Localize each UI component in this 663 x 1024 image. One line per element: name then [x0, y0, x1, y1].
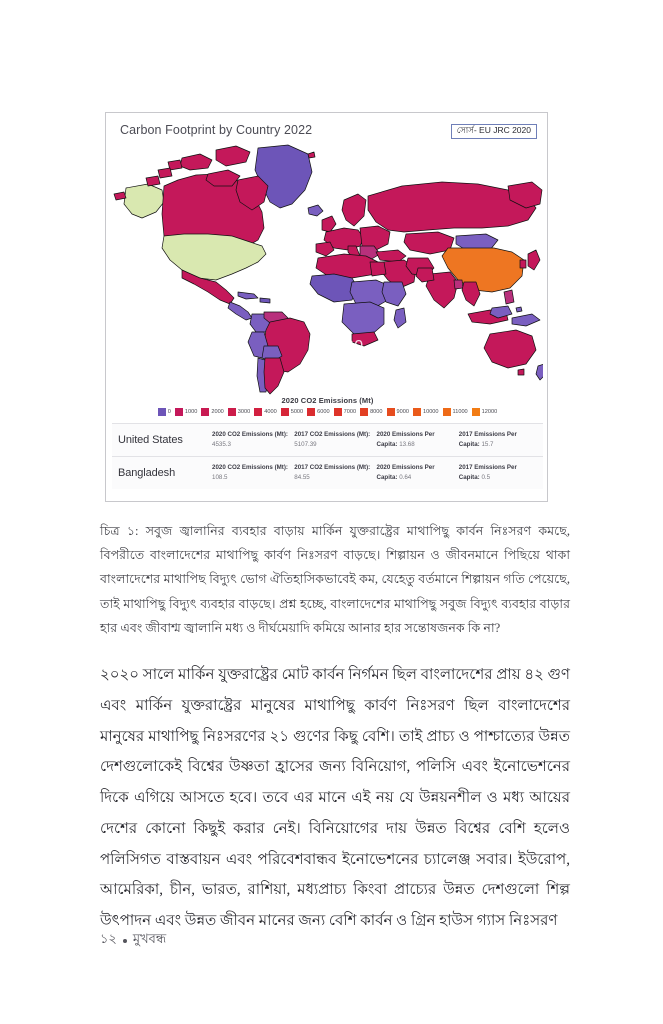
row-metric-label: 2020 Emissions Per Capita: — [376, 464, 435, 481]
row-metric-label: 2017 CO2 Emissions (Mt): — [294, 431, 371, 438]
body-paragraph: ২০২০ সালে মার্কিন যুক্তরাষ্ট্রের মোট কার্বন নির্গমন ছিল বাংলাদেশের প্রায় ৪২ গুণ এবং মার্কিন যুক্তরাষ্ট্রের মানুষের মাথাপিছু কার্বণ নিঃসরণ ছিল বাংলাদেশের মানুষের মাথাপিছু নিঃসরণের ২১ গুণের কিছু বেশি। তাই প্রাচ্য ও পাশ্চাত্যের উন্নত দেশগুলোকেই বিশ্বের উষ্ণতা হ্রাসের জন্য বিনিয়োগ, পলিসি এবং ইনোভেশনের দিকে এগিয়ে আসতে হবে। তবে এর মানে এই নয় যে উন্নয়নশীল ও মধ্য আয়ের দেশের কোনো কিছুই করার নেই। বিনিয়োগের দায় উন্নত বিশ্বের বেশি হলেও পলিসিগত বাস্তবায়ন এবং পরিবেশবান্ধব ইনোভেশনের চ্যালেঞ্জ সবার। ইউরোপ, আমেরিকা, চীন, ভারত, রাশিয়া, মধ্যপ্রাচ্য কিংবা প্রাচ্যের উন্নত দেশগুলো শিল্প উৎপাদন এবং উন্নত জীবন মানের জন্য বেশি কার্বন ও গ্রিন হাউস গ্যাস নিঃসরণ — [100, 667, 570, 929]
country-cuba[interactable] — [238, 292, 258, 299]
legend-label: 3000 — [237, 409, 251, 415]
legend-swatch — [307, 408, 315, 416]
country-japan[interactable] — [528, 250, 540, 270]
map-year-watermark: 2020 — [326, 338, 364, 355]
legend-swatch — [360, 408, 368, 416]
row-metric-cell — [377, 430, 459, 449]
row-metric-label: 2020 CO2 Emissions (Mt): — [212, 431, 288, 438]
country-southern-africa[interactable] — [342, 302, 384, 336]
map-svg — [112, 142, 543, 397]
legend-label: 2000 — [211, 409, 224, 415]
legend-swatch — [443, 408, 451, 416]
country-bangladesh[interactable] — [454, 280, 463, 289]
row-metric-cell — [459, 430, 541, 449]
row-metric-cell — [294, 463, 376, 482]
island-marker — [516, 307, 522, 312]
legend-swatch — [413, 408, 421, 416]
legend-item[interactable] — [360, 408, 382, 416]
legend-item[interactable] — [254, 408, 276, 416]
figure-inner — [112, 118, 541, 501]
row-metric-value: 0.5 — [481, 473, 491, 481]
country-scandinavia[interactable] — [342, 194, 366, 226]
legend-swatch — [201, 408, 209, 416]
legend-item[interactable] — [281, 408, 303, 416]
country-iceland[interactable] — [308, 205, 323, 216]
country-data-rows — [112, 423, 543, 489]
legend-item[interactable] — [175, 408, 197, 416]
row-metric-value: 15.7 — [481, 440, 494, 448]
legend-item[interactable] — [201, 408, 223, 416]
row-metric-cell — [294, 430, 376, 449]
footer-section-label: মুখবন্ধ — [132, 931, 167, 946]
country-australia[interactable] — [484, 330, 536, 368]
country-east-africa[interactable] — [382, 282, 406, 306]
legend-swatch — [228, 408, 236, 416]
country-uk-ireland[interactable] — [322, 216, 336, 232]
row-metric-label: 2017 Emissions Per Capita: — [458, 431, 517, 448]
row-metric-cell — [212, 463, 294, 482]
table-row[interactable] — [112, 456, 543, 489]
country-south-africa[interactable] — [352, 332, 378, 346]
legend-swatch — [175, 408, 183, 416]
row-metric-value: 108.5 — [212, 473, 228, 481]
island-marker — [308, 152, 315, 158]
country-canada-islands[interactable] — [180, 154, 212, 170]
legend-label: 0 — [167, 409, 171, 415]
row-metric-cell — [459, 463, 541, 482]
country-canada-islands[interactable] — [146, 176, 160, 186]
legend-item[interactable] — [158, 408, 171, 416]
legend-swatch — [254, 408, 262, 416]
country-hispaniola[interactable] — [260, 298, 270, 303]
footer-page-number: ১২ — [100, 931, 117, 946]
row-metric-value: 0.64 — [399, 473, 412, 481]
country-madagascar[interactable] — [394, 308, 406, 328]
map-legend — [112, 396, 543, 416]
row-metric-label: 2017 CO2 Emissions (Mt): — [294, 464, 371, 472]
row-metric-label: 2020 Emissions Per Capita: — [376, 431, 435, 448]
country-new-zealand[interactable] — [536, 364, 543, 380]
source-badge: সোর্স- EU JRC 2020 — [451, 124, 537, 139]
country-north-africa[interactable] — [316, 254, 378, 278]
row-metric-label: 2020 CO2 Emissions (Mt): — [212, 464, 288, 472]
row-metric-value: 84.55 — [294, 473, 310, 481]
country-canada-islands[interactable] — [216, 146, 250, 166]
chart-title: Carbon Footprint by Country 2022 — [120, 123, 313, 137]
row-country-name: United States — [118, 433, 183, 446]
legend-item[interactable] — [413, 408, 439, 416]
legend-swatch — [387, 408, 395, 416]
legend-title: 2020 CO2 Emissions (Mt) — [281, 396, 374, 405]
legend-item[interactable] — [307, 408, 329, 416]
country-spain-portugal[interactable] — [316, 242, 334, 256]
country-korea[interactable] — [520, 260, 526, 268]
legend-label: 8000 — [370, 409, 383, 415]
legend-item[interactable] — [334, 408, 356, 416]
legend-label: 12000 — [481, 409, 498, 415]
row-metric-cell — [377, 463, 459, 482]
country-tasmania[interactable] — [518, 369, 524, 375]
row-country-name: Bangladesh — [118, 466, 176, 479]
row-metric-cell — [212, 430, 294, 449]
legend-item[interactable] — [228, 408, 250, 416]
row-metric-value: 5107.39 — [294, 440, 317, 448]
country-new-guinea[interactable] — [512, 314, 540, 326]
country-aleutians[interactable] — [114, 192, 126, 200]
legend-item[interactable] — [387, 408, 409, 416]
legend-items — [112, 408, 543, 416]
legend-item[interactable] — [472, 408, 498, 416]
row-metric-label: 2017 Emissions Per Capita: — [458, 464, 517, 481]
legend-label: 5000 — [290, 409, 304, 415]
legend-label: 4000 — [264, 409, 277, 415]
row-metric-value: 4535.3 — [212, 440, 231, 448]
legend-label: 9000 — [396, 409, 409, 415]
figure-caption: চিত্র ১: সবুজ জ্বালানির ব্যবহার বাড়ায় মার্কিন যুক্তরাষ্ট্রের মাথাপিছু কার্বন নিঃসরণ কমছে, বিপরীতে বাংলাদেশের মাথাপিছু কার্বণ নিঃসরণ বাড়ছে। শিল্পায়ন ও জীবনমানে পিছিয়ে থাকা বাংলাদেশের মাথাপিছ বিদ্যুৎ ভোগ ঐতিহাসিকভাবেই কম, যেহেতু বর্তমানে শিল্পায়ন গতি পেয়েছে, তাই মাথাপিছু বিদ্যুৎ ব্যবহার বাড়ছে। প্রশ্ন হচ্ছে, বাংলাদেশের মাথাপিছু সবুজ বিদ্যুৎ ব্যবহার বাড়ার হার এবং জীবাশ্ম জ্বালানি মধ্য ও দীর্ঘমেয়াদি কমিয়ে আনার হার সন্তোষজনক কি না? — [100, 524, 570, 635]
country-pakistan[interactable] — [416, 268, 434, 282]
legend-swatch — [334, 408, 342, 416]
row-metric-value: 13.68 — [399, 440, 415, 448]
table-row[interactable] — [112, 423, 543, 456]
country-canada-islands[interactable] — [158, 168, 172, 178]
country-myanmar-thailand[interactable] — [462, 282, 480, 306]
legend-label: 11000 — [452, 409, 468, 415]
legend-label: 10000 — [422, 409, 439, 415]
figure-map-widget — [105, 112, 548, 502]
legend-label: 1000 — [184, 409, 198, 415]
world-choropleth-map[interactable] — [112, 142, 543, 397]
legend-label: 6000 — [317, 409, 330, 415]
legend-swatch — [158, 408, 166, 416]
legend-label: 7000 — [343, 409, 357, 415]
footer-separator-dot — [123, 939, 127, 943]
country-egypt[interactable] — [370, 262, 386, 276]
legend-item[interactable] — [443, 408, 468, 416]
country-argentina[interactable] — [264, 358, 284, 394]
legend-swatch — [281, 408, 289, 416]
country-central-america[interactable] — [228, 302, 252, 320]
country-philippines[interactable] — [504, 290, 514, 304]
country-mongolia[interactable] — [456, 234, 498, 250]
page-footer — [100, 930, 166, 951]
country-alaska[interactable] — [124, 184, 164, 218]
legend-swatch — [472, 408, 480, 416]
